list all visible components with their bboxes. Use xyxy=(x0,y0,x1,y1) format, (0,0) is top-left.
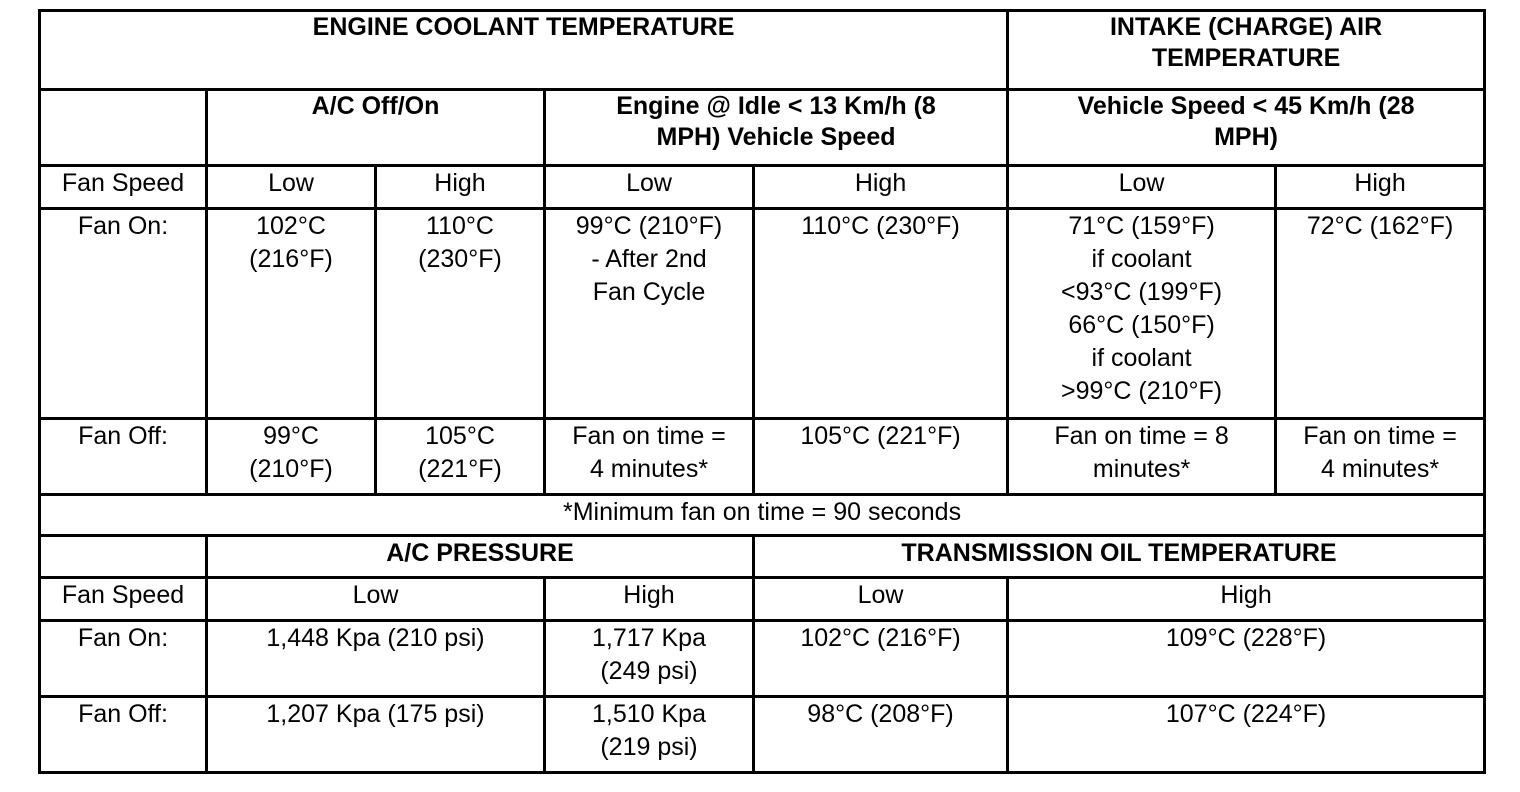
fan-control-spec-table xyxy=(38,9,1486,774)
value-cell: 1,207 Kpa (175 psi) xyxy=(207,697,545,773)
vehicle-speed-header: Vehicle Speed < 45 Km/h (28 MPH) xyxy=(1008,90,1485,166)
empty-header-cell xyxy=(40,536,207,578)
value-cell: Fan on time = 8 minutes* xyxy=(1008,419,1276,495)
transmission-oil-temperature-header: TRANSMISSION OIL TEMPERATURE xyxy=(754,536,1485,578)
value-cell: 105°C (221°F) xyxy=(376,419,545,495)
speed-cell: Low xyxy=(545,166,754,209)
fan-on-row xyxy=(40,209,1485,419)
fan-speed-label: Fan Speed xyxy=(40,578,207,621)
speed-cell: High xyxy=(545,578,754,621)
empty-header-cell xyxy=(40,90,207,166)
value-cell: 72°C (162°F) xyxy=(1276,209,1485,419)
value-cell: 71°C (159°F) if coolant <93°C (199°F) 66°C (150°F) if coolant >99°C (210°F) xyxy=(1008,209,1276,419)
value-cell: 102°C (216°F) xyxy=(207,209,376,419)
speed-cell: High xyxy=(754,166,1008,209)
fan-speed-row xyxy=(40,578,1485,621)
value-cell: 1,510 Kpa (219 psi) xyxy=(545,697,754,773)
value-cell: 99°C (210°F) xyxy=(207,419,376,495)
fan-off-row xyxy=(40,419,1485,495)
value-cell: 1,717 Kpa (249 psi) xyxy=(545,621,754,697)
fan-on-label: Fan On: xyxy=(40,209,207,419)
value-cell: 109°C (228°F) xyxy=(1008,621,1485,697)
coolant-title-row xyxy=(40,11,1485,90)
intake-air-temperature-header: INTAKE (CHARGE) AIR TEMPERATURE xyxy=(1008,11,1485,90)
value-cell: 110°C (230°F) xyxy=(754,209,1008,419)
pressure-title-row xyxy=(40,536,1485,578)
speed-cell: High xyxy=(376,166,545,209)
speed-cell: High xyxy=(1276,166,1485,209)
fan-off-label: Fan Off: xyxy=(40,697,207,773)
speed-cell: Low xyxy=(207,166,376,209)
value-cell: 107°C (224°F) xyxy=(1008,697,1485,773)
speed-cell: High xyxy=(1008,578,1485,621)
fan-on-label: Fan On: xyxy=(40,621,207,697)
condition-header-row xyxy=(40,90,1485,166)
value-cell: 102°C (216°F) xyxy=(754,621,1008,697)
speed-cell: Low xyxy=(1008,166,1276,209)
fan-speed-label: Fan Speed xyxy=(40,166,207,209)
fan-on-row xyxy=(40,621,1485,697)
value-cell: Fan on time = 4 minutes* xyxy=(545,419,754,495)
value-cell: 1,448 Kpa (210 psi) xyxy=(207,621,545,697)
ac-off-on-header: A/C Off/On xyxy=(207,90,545,166)
minimum-fan-time-footnote: *Minimum fan on time = 90 seconds xyxy=(40,495,1485,536)
engine-coolant-temperature-header: ENGINE COOLANT TEMPERATURE xyxy=(40,11,1008,90)
speed-cell: Low xyxy=(207,578,545,621)
fan-off-label: Fan Off: xyxy=(40,419,207,495)
value-cell: 98°C (208°F) xyxy=(754,697,1008,773)
fan-off-row xyxy=(40,697,1485,773)
engine-idle-header: Engine @ Idle < 13 Km/h (8 MPH) Vehicle Speed xyxy=(545,90,1008,166)
value-cell: 99°C (210°F) - After 2nd Fan Cycle xyxy=(545,209,754,419)
fan-speed-row xyxy=(40,166,1485,209)
ac-pressure-header: A/C PRESSURE xyxy=(207,536,754,578)
value-cell: Fan on time = 4 minutes* xyxy=(1276,419,1485,495)
value-cell: 105°C (221°F) xyxy=(754,419,1008,495)
speed-cell: Low xyxy=(754,578,1008,621)
footnote-row xyxy=(40,495,1485,536)
value-cell: 110°C (230°F) xyxy=(376,209,545,419)
